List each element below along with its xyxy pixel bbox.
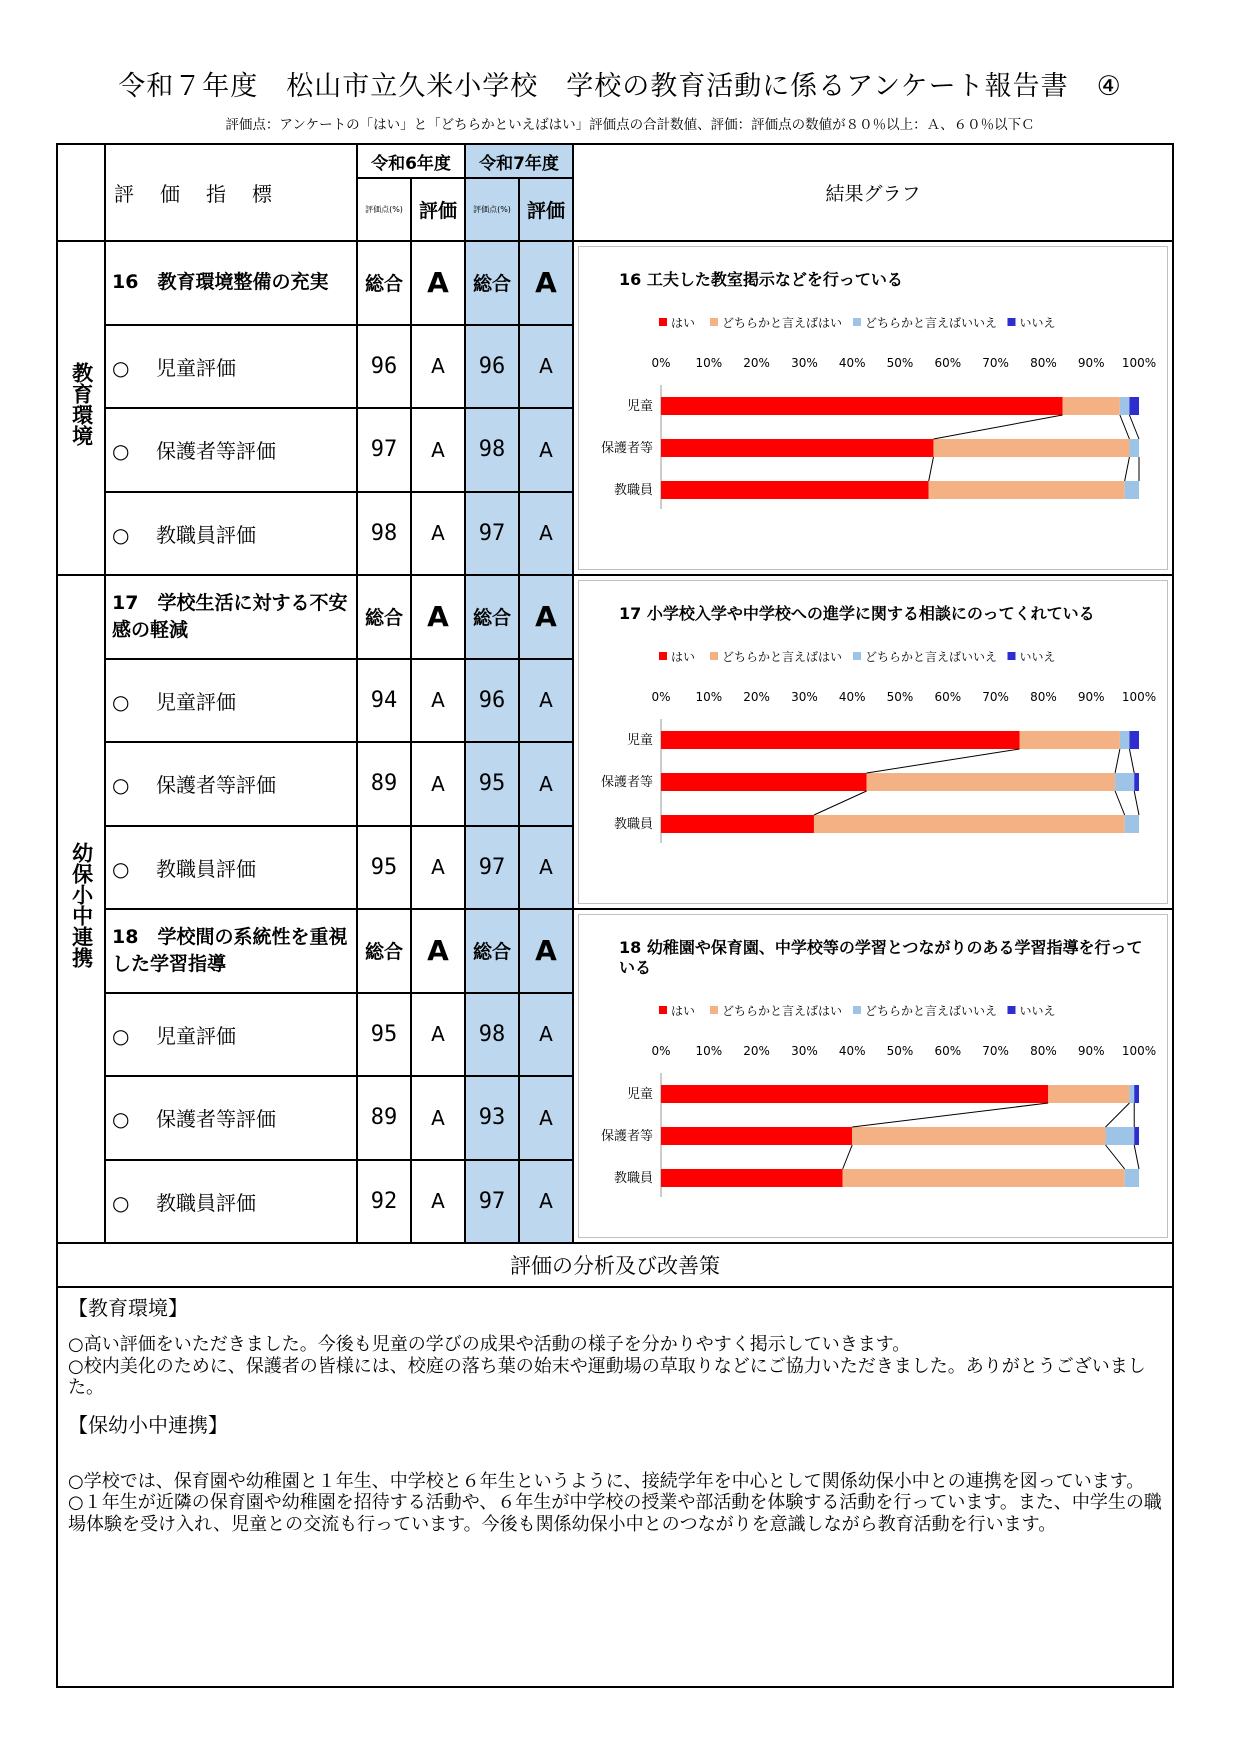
row-label: ○ 教職員評価 [105, 492, 357, 576]
category-label: 保護者等 [600, 1129, 653, 1144]
header-r7-score: 評価点(%) [465, 178, 519, 241]
r6-score: 96 [357, 325, 411, 409]
legend-label: はい [671, 316, 696, 330]
category-label: 児童 [626, 1087, 653, 1102]
total-label: 総合 [465, 909, 519, 993]
series-connector [814, 791, 867, 815]
category-label: 教育環境 [69, 362, 94, 447]
bar-segment [929, 481, 1125, 499]
r6-grade: A [411, 325, 465, 409]
total-grade: A [411, 241, 465, 325]
r7-grade: A [519, 492, 573, 576]
r6-grade: A [411, 993, 465, 1077]
total-grade: A [519, 909, 573, 993]
r7-score: 93 [465, 1076, 519, 1160]
total-grade: A [519, 575, 573, 659]
x-tick-label: 20% [743, 690, 770, 704]
category-label: 保護者等 [600, 775, 653, 790]
r7-grade: A [519, 826, 573, 910]
bar-segment [1120, 731, 1130, 749]
section-title: 【教育環境】 [68, 1296, 188, 1320]
r6-grade: A [411, 742, 465, 826]
x-tick-label: 40% [838, 356, 866, 370]
r6-grade: A [411, 1076, 465, 1160]
series-connector [1134, 1145, 1139, 1169]
series-connector [1129, 749, 1134, 773]
r7-score: 97 [465, 492, 519, 576]
chart-cell-17 [573, 575, 1173, 909]
bar-segment [661, 1169, 843, 1187]
bar-segment [1134, 1127, 1139, 1145]
r7-grade: A [519, 659, 573, 743]
total-label: 総合 [357, 575, 411, 659]
legend-label: どちらかと言えばはい [722, 1004, 843, 1018]
header-r6-score: 評価点(%) [357, 178, 411, 241]
legend-label: どちらかと言えばいいえ [865, 650, 998, 664]
row-label: ○ 教職員評価 [105, 1160, 357, 1244]
total-grade: A [519, 241, 573, 325]
bar-segment [1115, 773, 1134, 791]
chart-17 [579, 581, 1167, 899]
bar-segment [661, 397, 1063, 415]
series-connector [852, 1103, 1048, 1127]
legend-label: どちらかと言えばはい [722, 316, 843, 330]
legend-label: はい [671, 650, 696, 664]
bar-segment [1125, 1169, 1139, 1187]
header-r7: 令和7年度 [465, 144, 573, 178]
legend-swatch [659, 652, 667, 660]
x-tick-label: 100% [1121, 356, 1157, 370]
bar-segment [1063, 397, 1120, 415]
r7-score: 97 [465, 826, 519, 910]
total-grade: A [411, 575, 465, 659]
series-connector [1120, 415, 1130, 439]
legend-swatch [710, 1006, 718, 1014]
legend-swatch [659, 1006, 667, 1014]
chart-title: 16 工夫した教室掲示などを行っている [619, 270, 903, 289]
r7-score: 97 [465, 1160, 519, 1244]
category-label: 幼保小中連携 [69, 842, 94, 969]
analysis-paragraph: ○校内美化のために、保護者の皆様には、校庭の落ち葉の始末や運動場の草取りなどにご協力いただきました。ありがとうございました。 [68, 1355, 1146, 1399]
row-label: ○ 児童評価 [105, 659, 357, 743]
bar-segment [661, 1127, 852, 1145]
x-tick-label: 100% [1121, 690, 1157, 704]
x-tick-label: 70% [982, 690, 1009, 704]
x-tick-label: 10% [695, 356, 723, 370]
r6-score: 92 [357, 1160, 411, 1244]
bar-segment [1129, 731, 1139, 749]
legend-label: どちらかと言えばいいえ [865, 1004, 998, 1018]
total-label: 総合 [357, 241, 411, 325]
row-label: ○ 保護者等評価 [105, 742, 357, 826]
x-tick-label: 50% [886, 1044, 914, 1058]
total-label: 総合 [357, 909, 411, 993]
series-connector [1115, 791, 1125, 815]
chart-title: 18 幼稚園や保育園、中学校等の学習とつながりのある学習指導を行って [619, 938, 1143, 957]
bar-segment [1134, 773, 1139, 791]
x-tick-label: 30% [791, 690, 818, 704]
header-r6-eval: 評価 [411, 178, 465, 241]
x-tick-label: 30% [791, 1044, 818, 1058]
r6-grade: A [411, 826, 465, 910]
header-graph: 結果グラフ [573, 144, 1173, 241]
category-label: 教職員 [613, 817, 653, 832]
legend-label: どちらかと言えばはい [722, 650, 843, 664]
category-youhoshouchuu-renkei [57, 575, 105, 1243]
bar-segment [661, 439, 933, 457]
item-title: 18 学校間の系統性を重視した学習指導 [105, 909, 357, 993]
total-grade: A [411, 909, 465, 993]
x-tick-label: 70% [982, 356, 1009, 370]
series-connector [843, 1145, 853, 1169]
header-r7-eval: 評価 [519, 178, 573, 241]
r7-score: 98 [465, 408, 519, 492]
r7-grade: A [519, 1160, 573, 1244]
x-tick-label: 100% [1121, 1044, 1157, 1058]
series-connector [1106, 1145, 1125, 1169]
page-subtitle: 評価点：アンケートの「はい」と「どちらかといえばはい」評価点の合計数値、評価：評価点の数値が８０％以上：Ａ、６０％以下Ｃ [225, 117, 1035, 133]
header-blank [57, 144, 105, 241]
legend-swatch [1008, 318, 1016, 326]
bar-segment [843, 1169, 1125, 1187]
r7-grade: A [519, 408, 573, 492]
x-tick-label: 70% [982, 1044, 1009, 1058]
r6-score: 89 [357, 1076, 411, 1160]
bar-segment [867, 773, 1116, 791]
legend-label: どちらかと言えばいいえ [865, 316, 998, 330]
r6-score: 95 [357, 993, 411, 1077]
r6-score: 94 [357, 659, 411, 743]
x-tick-label: 10% [695, 1044, 723, 1058]
legend-label: いいえ [1019, 1004, 1056, 1018]
x-tick-label: 60% [934, 690, 962, 704]
r6-grade: A [411, 659, 465, 743]
series-connector [1129, 415, 1139, 439]
bar-segment [1106, 1127, 1135, 1145]
row-label: ○ 保護者等評価 [105, 1076, 357, 1160]
x-tick-label: 20% [743, 1044, 770, 1058]
bar-segment [661, 773, 867, 791]
chart-cell-18 [573, 909, 1173, 1243]
bar-segment [1129, 439, 1139, 457]
r6-grade: A [411, 492, 465, 576]
chart-title: いる [619, 958, 652, 977]
chart-cell-16 [573, 241, 1173, 575]
analysis-body [57, 1287, 1173, 1687]
page-title: 令和７年度 松山市立久米小学校 学校の教育活動に係るアンケート報告書 ④ [118, 71, 1122, 102]
series-connector [1115, 749, 1120, 773]
r6-grade: A [411, 408, 465, 492]
bar-segment [1120, 397, 1130, 415]
legend-swatch [853, 1006, 861, 1014]
x-tick-label: 0% [651, 690, 671, 704]
series-connector [933, 415, 1062, 439]
x-tick-label: 0% [651, 1044, 671, 1058]
total-label: 総合 [465, 241, 519, 325]
row-label: ○ 教職員評価 [105, 826, 357, 910]
r7-grade: A [519, 1076, 573, 1160]
r6-grade: A [411, 1160, 465, 1244]
legend-swatch [659, 318, 667, 326]
item-title: 16 教育環境整備の充実 [105, 241, 357, 325]
bar-segment [1020, 731, 1120, 749]
x-tick-label: 60% [934, 356, 962, 370]
legend-label: いいえ [1019, 650, 1056, 664]
legend-swatch [1008, 652, 1016, 660]
analysis-paragraph: ○１年生が近隣の保育園や幼稚園を招待する活動や、６年生が中学校の授業や部活動を体験する活動を行っています。また、中学生の職場体験を受け入れ、児童との交流も行っています。今後も関係幼保小中とのつながりを意識しながら教育活動を行います。 [68, 1492, 1162, 1535]
category-label: 教職員 [613, 1171, 653, 1186]
chart-18 [579, 915, 1167, 1233]
analysis-paragraph: ○学校では、保育園や幼稚園と１年生、中学校と６年生というように、接続学年を中心として関係幼保小中との連携を図っています。 [68, 1470, 1145, 1492]
x-tick-label: 80% [1030, 356, 1057, 370]
x-tick-label: 40% [838, 690, 866, 704]
x-tick-label: 90% [1077, 690, 1105, 704]
legend-swatch [710, 652, 718, 660]
x-tick-label: 80% [1030, 690, 1057, 704]
category-kyouiku-kankyou [57, 241, 105, 575]
total-label: 総合 [465, 575, 519, 659]
r6-score: 98 [357, 492, 411, 576]
category-label: 保護者等 [600, 441, 653, 456]
bar-segment [1129, 1085, 1134, 1103]
legend-swatch [710, 318, 718, 326]
r7-score: 95 [465, 742, 519, 826]
item-title: 17 学校生活に対する不安感の軽減 [105, 575, 357, 659]
legend-swatch [1008, 1006, 1016, 1014]
r7-grade: A [519, 993, 573, 1077]
r6-score: 89 [357, 742, 411, 826]
header-r6: 令和6年度 [357, 144, 465, 178]
r7-score: 96 [465, 659, 519, 743]
r7-score: 96 [465, 325, 519, 409]
r6-score: 97 [357, 408, 411, 492]
bar-segment [1048, 1085, 1129, 1103]
section-title: 【保幼小中連携】 [68, 1412, 228, 1437]
legend-swatch [853, 318, 861, 326]
series-connector [929, 457, 934, 481]
x-tick-label: 90% [1077, 1044, 1105, 1058]
x-tick-label: 40% [838, 1044, 866, 1058]
series-connector [1125, 457, 1130, 481]
bar-segment [661, 815, 814, 833]
bar-segment [852, 1127, 1105, 1145]
series-connector [867, 749, 1020, 773]
x-tick-label: 0% [651, 356, 671, 370]
row-label: ○ 児童評価 [105, 325, 357, 409]
header-indicator: 評価指標 [105, 144, 357, 241]
bar-segment [661, 481, 929, 499]
row-label: ○ 保護者等評価 [105, 408, 357, 492]
series-connector [1134, 791, 1139, 815]
chart-title: 17 小学校入学や中学校への進学に関する相談にのってくれている [619, 604, 1095, 623]
x-tick-label: 10% [695, 690, 723, 704]
r7-grade: A [519, 325, 573, 409]
bar-segment [933, 439, 1129, 457]
category-label: 教職員 [613, 483, 653, 498]
bar-segment [814, 815, 1125, 833]
r7-score: 98 [465, 993, 519, 1077]
bar-segment [661, 731, 1020, 749]
category-label: 児童 [626, 399, 653, 414]
r6-score: 95 [357, 826, 411, 910]
row-label: ○ 児童評価 [105, 993, 357, 1077]
legend-label: はい [671, 1004, 696, 1018]
bar-segment [1134, 1085, 1139, 1103]
x-tick-label: 30% [791, 356, 818, 370]
analysis-paragraph: ○高い評価をいただきました。今後も児童の学びの成果や活動の様子を分かりやすく掲示していきます。 [68, 1334, 911, 1355]
x-tick-label: 90% [1077, 356, 1105, 370]
bar-segment [661, 1085, 1048, 1103]
x-tick-label: 60% [934, 1044, 962, 1058]
bar-segment [1125, 815, 1139, 833]
x-tick-label: 20% [743, 356, 770, 370]
analysis-heading: 評価の分析及び改善策 [57, 1243, 1173, 1287]
bar-segment [1129, 397, 1139, 415]
category-label: 児童 [626, 733, 653, 748]
legend-label: いいえ [1019, 316, 1056, 330]
chart-16 [579, 247, 1167, 565]
x-tick-label: 50% [886, 690, 914, 704]
x-tick-label: 50% [886, 356, 914, 370]
bar-segment [1125, 481, 1139, 499]
legend-swatch [853, 652, 861, 660]
evaluation-table [56, 143, 1174, 1688]
series-connector [1106, 1103, 1130, 1127]
r7-grade: A [519, 742, 573, 826]
x-tick-label: 80% [1030, 1044, 1057, 1058]
